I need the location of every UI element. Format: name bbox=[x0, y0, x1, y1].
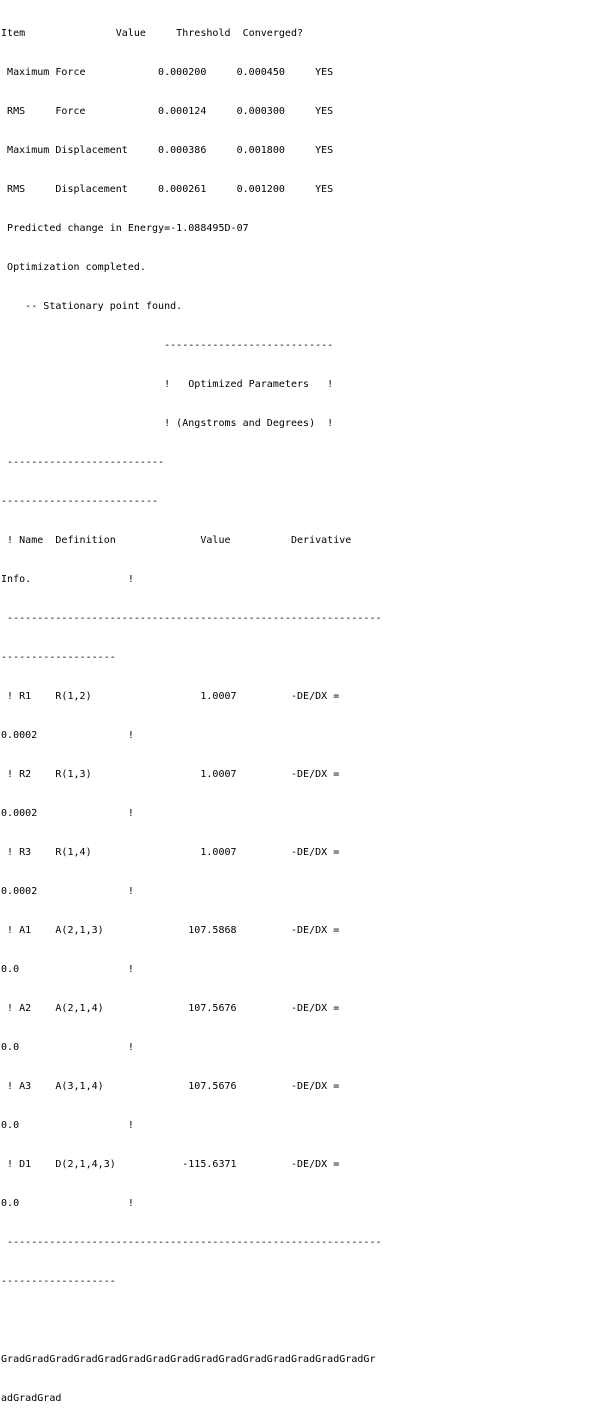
table-bottom-border: -------------------------------------------------------------- bbox=[1, 1237, 382, 1248]
table-row: ! R2 R(1,3) 1.0007 -DE/DX = bbox=[1, 769, 340, 780]
convergence-row-rms-displacement: RMS Displacement 0.000261 0.001200 YES bbox=[1, 184, 334, 195]
grad-banner: GradGradGradGradGradGradGradGradGradGradGradGradGradGradGradGr bbox=[1, 1354, 376, 1365]
table-header: ! Name Definition Value Derivative bbox=[1, 535, 352, 546]
table-bottom-border-continued: ------------------- bbox=[1, 1276, 116, 1287]
parameters-box-units: ! (Angstroms and Degrees) ! bbox=[1, 418, 334, 429]
blank-line bbox=[1, 1314, 601, 1327]
table-row: ! A3 A(3,1,4) 107.5676 -DE/DX = bbox=[1, 1081, 340, 1092]
table-row-continued: 0.0002 ! bbox=[1, 730, 134, 741]
convergence-row-max-force: Maximum Force 0.000200 0.000450 YES bbox=[1, 67, 334, 78]
table-divider: -------------------------------------------------------------- bbox=[1, 613, 382, 624]
table-row-continued: 0.0 ! bbox=[1, 964, 134, 975]
table-header-continued: Info. ! bbox=[1, 574, 134, 585]
table-row-continued: 0.0 ! bbox=[1, 1120, 134, 1131]
predicted-energy-change: Predicted change in Energy=-1.088495D-07 bbox=[1, 223, 249, 234]
table-row: ! R1 R(1,2) 1.0007 -DE/DX = bbox=[1, 691, 340, 702]
convergence-header: Item Value Threshold Converged? bbox=[1, 28, 304, 39]
table-row: ! R3 R(1,4) 1.0007 -DE/DX = bbox=[1, 847, 340, 858]
stationary-point-status: -- Stationary point found. bbox=[1, 301, 183, 312]
parameters-box-bottom-border: -------------------------- bbox=[1, 457, 165, 468]
table-divider-continued: ------------------- bbox=[1, 652, 116, 663]
table-row-continued: 0.0002 ! bbox=[1, 808, 134, 819]
table-row: ! A1 A(2,1,3) 107.5868 -DE/DX = bbox=[1, 925, 340, 936]
table-row-continued: 0.0002 ! bbox=[1, 886, 134, 897]
parameters-box-top-border: ---------------------------- bbox=[1, 340, 334, 351]
convergence-row-max-displacement: Maximum Displacement 0.000386 0.001800 YES bbox=[1, 145, 334, 156]
grad-banner-continued: adGradGrad bbox=[1, 1393, 62, 1404]
table-top-border: -------------------------- bbox=[1, 496, 159, 507]
convergence-row-rms-force: RMS Force 0.000124 0.000300 YES bbox=[1, 106, 334, 117]
table-row-continued: 0.0 ! bbox=[1, 1198, 134, 1209]
table-row: ! A2 A(2,1,4) 107.5676 -DE/DX = bbox=[1, 1003, 340, 1014]
table-row: ! D1 D(2,1,4,3) -115.6371 -DE/DX = bbox=[1, 1159, 340, 1170]
table-row-continued: 0.0 ! bbox=[1, 1042, 134, 1053]
optimization-status: Optimization completed. bbox=[1, 262, 146, 273]
parameters-box-title: ! Optimized Parameters ! bbox=[1, 379, 334, 390]
output-log bbox=[1, 1, 601, 1418]
